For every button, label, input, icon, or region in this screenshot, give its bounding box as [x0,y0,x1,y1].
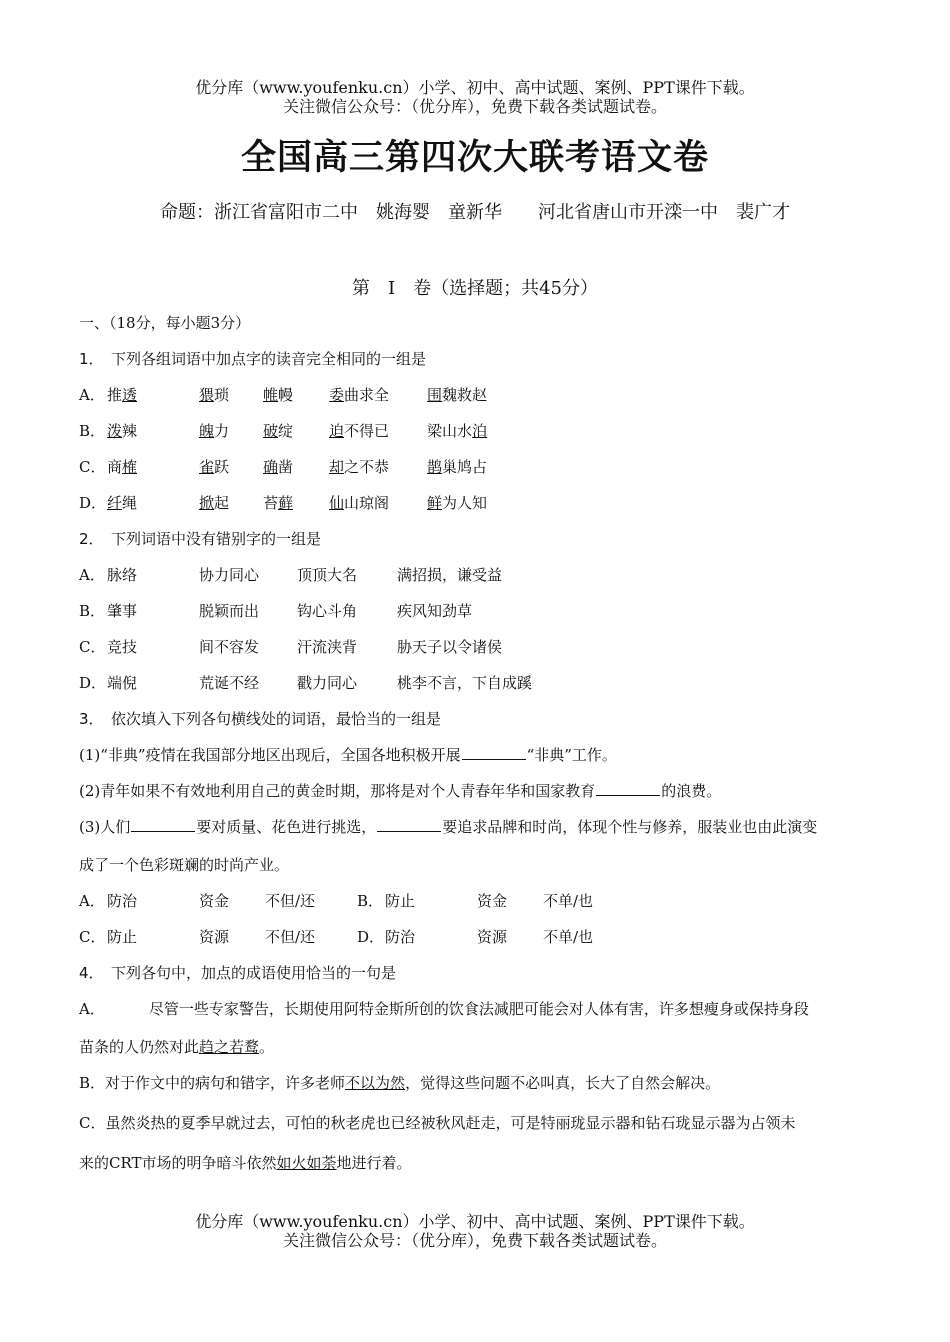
q4-b-text-2: ，觉得这些问题不必叫真，长大了自然会解决。 [405,1074,721,1092]
option-label: D． [79,494,107,512]
q1-word [329,492,389,513]
word-part: 跃 [214,458,230,476]
q1-word [107,492,137,513]
option-label: D． [79,674,107,692]
q1-word [107,420,137,441]
word-part: 琐 [214,386,230,404]
q3-sentence-3 [79,816,817,837]
word-part: 力 [214,422,230,440]
option-label: A． [79,386,105,404]
word-part: 曲求全 [344,386,390,404]
dotted-char: 迫 [329,422,345,440]
q3-s2-text-a: (2)青年如果不有效地利用自己的黄金时期，那将是对个人青春年华和国家教育 [79,782,596,800]
header-line-1: 优分库（www.youfenku.cn）小学、初中、高中试题、案例、PPT课件下载。 [195,78,755,97]
q4-option-b [79,1072,720,1093]
option-label: C． [79,928,106,946]
footer-line-1: 优分库（www.youfenku.cn）小学、初中、高中试题、案例、PPT课件下载。 [195,1212,755,1231]
option-label: C． [79,638,106,656]
q4-option-c-line2 [79,1152,412,1173]
dotted-char: 透 [122,386,138,404]
q3-s3-text-a: (3)人们 [79,818,131,836]
q2-word: 汗流浃背 [297,638,358,656]
section-title: 第 I 卷（选择题；共45分） [351,278,598,299]
q4-c-text-3: 地进行着。 [336,1154,412,1172]
q4-c-text-1: 虽然炎热的夏季早就过去，可怕的秋老虎也已经被秋风赶走，可是特丽珑显示器和钻石珑显示器为占领未 [105,1114,796,1132]
q3-sentence-1 [79,744,617,765]
q1-word [199,420,229,441]
q3-stem: 3． 依次填入下列各句横线处的词语，最恰当的一组是 [79,710,442,728]
q3-word: 不但/还 [265,892,316,910]
q3-word: 防治 [107,892,138,910]
word-part: 推 [107,386,123,404]
option-label: C． [79,458,106,476]
q4-a-label: A． [79,1000,105,1018]
dotted-char: 榷 [122,458,138,476]
word-part: 苔 [263,494,279,512]
dotted-char: 鲜 [427,494,443,512]
q3-word: 不单/也 [543,928,594,946]
word-part: 幔 [278,386,294,404]
q3-blank-2 [596,781,660,796]
q3-s2-text-b: 的浪费。 [661,782,722,800]
q1-word [427,456,487,477]
option-label: D． [357,928,385,946]
q1-word [427,492,487,513]
dotted-char: 猥 [199,386,215,404]
dotted-char: 魄 [199,422,215,440]
q3-word: 资源 [477,928,508,946]
q1-word [329,384,389,405]
q2-word: 竞技 [107,638,138,656]
q1-word [263,384,293,405]
footer-line-2: 关注微信公众号：（优分库），免费下载各类试题试卷。 [282,1231,667,1250]
word-part: 之不恭 [344,458,390,476]
q2-word: 顶顶大名 [297,566,358,584]
question-body [79,0,875,1342]
option-label: A． [79,566,105,584]
q3-word: 资金 [477,892,508,910]
dotted-char: 却 [329,458,345,476]
q1-word [329,420,389,441]
bottom-footer [0,1212,950,1250]
q4-c-label: C． [79,1114,106,1132]
word-part: 商 [107,458,123,476]
q1-word [199,492,229,513]
q1-word [107,456,137,477]
q1-word [329,456,389,477]
q2-word: 桃李不言，下自成蹊 [397,674,533,692]
dotted-char: 泼 [107,422,123,440]
dotted-char: 确 [263,458,279,476]
q1-word [263,420,293,441]
q3-word: 资金 [199,892,230,910]
q4-c-text-2: 来的CRT市场的明争暗斗依然 [79,1154,277,1172]
q4-a-idiom: 趋之若鹜 [199,1038,260,1056]
q2-word: 钩心斗角 [297,602,358,620]
q1-word [263,456,293,477]
q2-word: 间不容发 [199,638,260,656]
q4-option-c-line1 [79,1112,796,1133]
option-label: B． [79,422,106,440]
q4-stem: 4． 下列各句中，加点的成语使用恰当的一句是 [79,964,397,982]
q2-word: 脱颖而出 [199,602,260,620]
dotted-char: 仙 [329,494,345,512]
q1-word [107,384,137,405]
q1-word [199,456,229,477]
word-part: 不得已 [344,422,390,440]
q3-word: 防止 [385,892,416,910]
q4-option-a-line1 [79,998,809,1019]
q3-s3-text-b: 要对质量、花色进行挑选， [196,818,377,836]
word-part: 山琼阁 [344,494,390,512]
q1-word [427,384,487,405]
q2-word: 戳力同心 [297,674,358,692]
q2-word: 协力同心 [199,566,260,584]
word-part: 辣 [122,422,138,440]
word-part: 梁山水 [427,422,473,440]
q3-sentence-3-cont: 成了一个色彩斑斓的时尚产业。 [79,856,290,874]
word-part: 凿 [278,458,294,476]
q2-word: 端倪 [107,674,138,692]
header-line-2: 关注微信公众号：（优分库），免费下载各类试题试卷。 [282,97,667,116]
dotted-char: 雀 [199,458,215,476]
option-label: B． [357,892,384,910]
q3-word: 不但/还 [265,928,316,946]
q4-a-text-2: 苗条的人仍然对此 [79,1038,200,1056]
q1-word [263,492,293,513]
option-label: B． [79,602,106,620]
part-heading: 一、（18分，每小题3分） [79,314,251,332]
q4-b-label: B． [79,1074,106,1092]
q4-b-text-1: 对于作文中的病句和错字，许多老师 [105,1074,346,1092]
q3-word: 防治 [385,928,416,946]
exam-title: 全国高三第四次大联考语文卷 [240,138,709,178]
q3-sentence-2 [79,780,721,801]
dotted-char: 鹊 [427,458,443,476]
dotted-char: 破 [263,422,279,440]
q1-word [199,384,229,405]
dotted-char: 委 [329,386,345,404]
dotted-char: 藓 [278,494,294,512]
q3-word: 防止 [107,928,138,946]
q3-blank-1 [462,745,526,760]
word-part: 魏救赵 [442,386,488,404]
q3-word: 不单/也 [543,892,594,910]
dotted-char: 帷 [263,386,279,404]
q2-stem: 2． 下列词语中没有错别字的一组是 [79,530,322,548]
exam-authors: 命题：浙江省富阳市二中 姚海婴 童新华 河北省唐山市开滦一中 裴广才 [160,202,790,223]
word-part: 绽 [278,422,294,440]
q2-word: 脉络 [107,566,138,584]
option-label: A． [79,892,105,910]
q2-word: 疾风知劲草 [397,602,473,620]
dotted-char: 围 [427,386,443,404]
q4-option-a-line2 [79,1036,274,1057]
q3-word: 资源 [199,928,230,946]
q2-word: 荒诞不经 [199,674,260,692]
word-part: 为人知 [442,494,488,512]
q4-a-text-3: 。 [259,1038,275,1056]
word-part: 绳 [122,494,138,512]
q2-word: 胁天子以令诸侯 [397,638,503,656]
q3-blank-4 [377,817,441,832]
q3-blank-3 [131,817,195,832]
q4-a-text-1: 尽管一些专家警告，长期使用阿特金斯所创的饮食法减肥可能会对人体有害，许多想瘦身或保持身段 [148,1000,809,1018]
word-part: 巢鸠占 [442,458,488,476]
q4-b-idiom: 不以为然 [345,1074,406,1092]
q3-s1-text-a: (1)“非典”疫情在我国部分地区出现后，全国各地积极开展 [79,746,461,764]
q3-s1-text-b: “非典”工作。 [526,746,617,764]
dotted-char: 掀 [199,494,215,512]
q3-s3-text-c: 要追求品牌和时尚，体现个性与修养，服装业也由此演变 [442,818,818,836]
word-part: 起 [214,494,230,512]
q2-word: 肇事 [107,602,138,620]
dotted-char: 纤 [107,494,123,512]
q2-word: 满招损，谦受益 [397,566,503,584]
q4-c-idiom: 如火如荼 [276,1154,337,1172]
dotted-char: 泊 [472,422,488,440]
q1-stem: 1． 下列各组词语中加点字的读音完全相同的一组是 [79,350,427,368]
q1-word [427,420,487,441]
